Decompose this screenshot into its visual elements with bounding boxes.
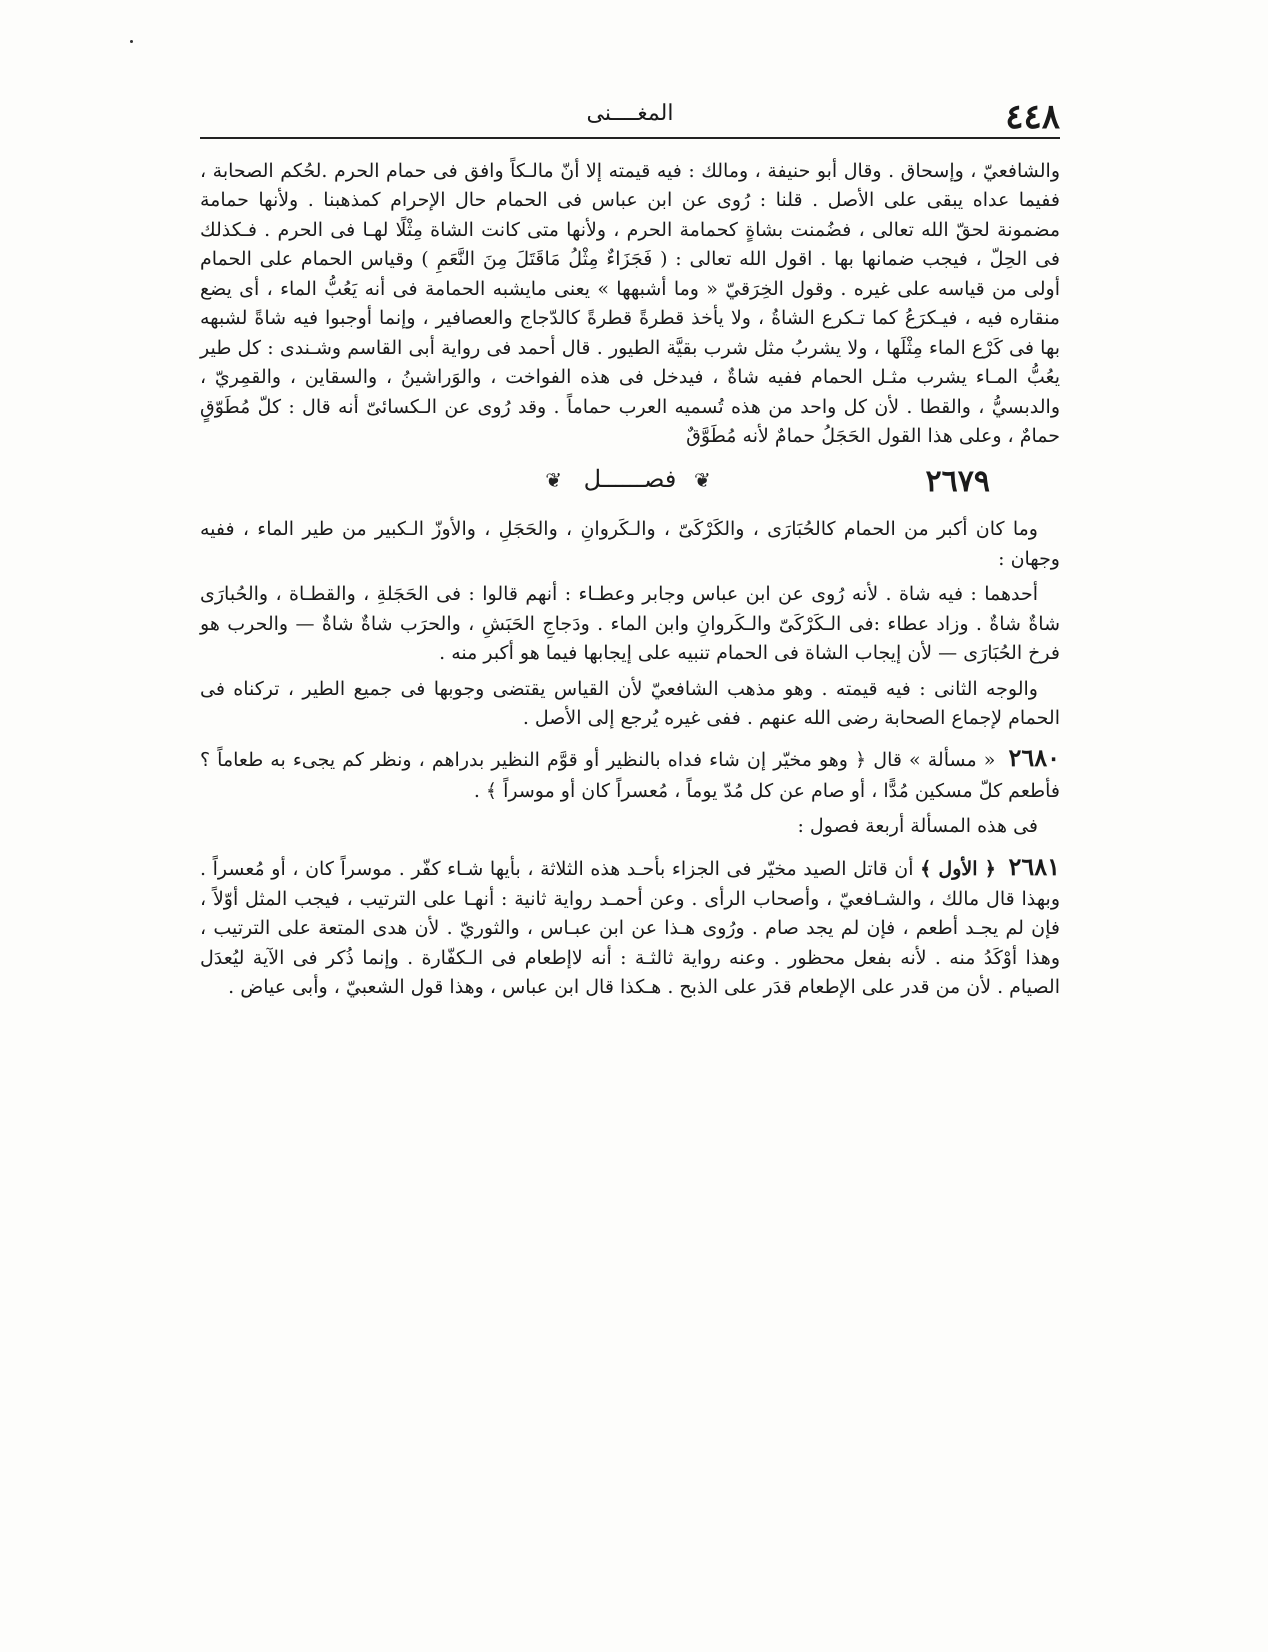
- page-number: ٤٤٨: [1005, 97, 1060, 137]
- paragraph: والشافعيّ ، وإسحاق . وقال أبو حنيفة ، ومالك : فيه قيمته إلا أنّ مالـكاً وافق فى حمام الحرم .لحُكم الصحابة ، ففيما عداه يبقى على الأصل . قلنا : رُوى عن ابن عباس فى الحمام حال الإحرام كمذهبنا . ولأنها حمامة مضمونة لحقّ الله تعالى ، فضُمنت بشاةٍ كحمامة الحرم ، ولأنها متى كانت الشاة مِثْلًا لهـا فى الحرم . فـكذلك فى الحِلّ ، فيجب ضمانها بها . اقول الله تعالى : ( فَجَزَاءٌ مِثْلُ مَاقَتَلَ مِنَ النَّعَمِ ) وقياس الحمام على الحمام أولى من قياسه على غيره . وقول الخِرَقيّ « وما أشبهها » يعنى مايشبه الحمامة فى أنه يَعُبُّ الماء ، أى يضع منقاره فيه ، فيـكرَعُ كما تـكرع الشاةُ ، ولا يأخذ قطرةً قطرةً كالدّجاج والعصافير ، وإنما أوجبوا فيه شاةً لشبهه بها فى كَرْع الماء مِثْلَها ، ولا يشربُ مثل شرب بقيَّة الطيور . قال أحمد فى رواية أبى القاسم وشـندى : كل طير يعُبُّ المـاء يشرب مثـل الحمام ففيه شاةٌ ، فيدخل فى هذه الفواخت ، والوَراشينُ ، والسقاين ، والقمِريّ ، والدبسيُّ ، والقطا . لأن كل واحد من هذه تُسميه العرب حماماً . وقد رُوى عن الـكسائىّ أنه قال : كلّ مُطَوّقٍ حمامٌ ، وعلى هذا القول الحَجَلُ حمامٌ لأنه مُطَوَّقٌ: [200, 160, 1060, 447]
- masala-number: ٢٦٨٠: [1008, 743, 1060, 773]
- section-title-wrapper: [535, 461, 724, 498]
- intro-line: فى هذه المسألة أربعة فصول :: [797, 815, 1038, 838]
- paragraph: أحدهما : فيه شاة . لأنه رُوى عن ابن عباس وجابر وعطـاء : أنهم قالوا : فى الحَجَلةِ ، والقطـاة ، والحُبارَى شاةٌ شاةٌ . وزاد عطاء :فى الـكَرْكَىّ والـكَروانِ وابن الماء . ودَجاجِ الحَبَشِ ، والحرَب شاةٌ شاةٌ — والحرب هو فرخ الحُبَارَى — لأن إيجاب الشاة فى الحمام تنبيه على إيجابها فيما هو أكبر منه .: [200, 583, 1060, 665]
- paragraph: وما كان أكبر من الحمام كالحُبَارَى ، والكَرْكَىّ ، والـكَروانِ ، والحَجَلِ ، والأوزّ الـكبير من طير الماء ، ففيه وجهان :: [200, 518, 1060, 570]
- first-section-text: أن قاتل الصيد مخيّر فى الجزاء بأحـد هذه الثلاثة ، بأيها شـاء كفّر . موسراً كان ، أو مُعسراً . وبهذا قال مالك ، والشـافعيّ ، وأصحاب الرأى . وعن أحمـد رواية ثانية : أنهـا على الترتيب ، فيجب المثل أوّلاً ، فإن لم يجـد أطعم ، فإن لم يجد صام . ورُوى هـذا عن ابن عبـاس ، والثوريّ . لأن هدى المتعة على الترتيب ، وهذا أوْكَدُ منه . لأنه بفعل محظور . وعنه رواية ثالثـة : أنه لاإطعام فى الـكفّارة . وإنما ذُكر فى الآية ليُعدَل الصيام . لأن من قدر على الإطعام قدَر على الذبح . هـكذا قال ابن عباس ، وهذا قول الشعبيّ ، وأبى عياض .: [200, 857, 1060, 998]
- first-section-number: ٢٦٨١: [1008, 851, 1061, 881]
- body-text: [200, 157, 1060, 1008]
- running-title: المغــــنى: [586, 101, 674, 126]
- masala-paragraph: [200, 739, 1060, 806]
- scan-speck: [130, 40, 133, 43]
- section-heading: [200, 455, 1060, 507]
- page-header: [200, 95, 1060, 135]
- paragraph: والوجه الثانى : فيه قيمته . وهو مذهب الشافعيّ لأن القياس يقتضى وجوبها فى جميع الطير ، تركناه فى الحمام لإجماع الصحابة رضى الله عنهم . ففى غيره يُرجع إلى الأصل .: [200, 677, 1060, 729]
- floral-ornament-icon: ❦: [693, 468, 715, 493]
- section-title: فصــــــل: [583, 465, 677, 494]
- first-section-lead: ﴿ الأول ﴾: [920, 857, 996, 880]
- header-rule: [200, 137, 1060, 139]
- masala-text: « مسألة » قال ﴿ وهو مخيّر إن شاء فداه بالنظير أو قوَّم النظير بدراهم ، ونظر كم يجىء به طعاماً ؟ فأطعم كلّ مسكين مُدًّا ، أو صام عن كل مُدّ يوماً ، مُعسراً كان أو موسراً ﴾ .: [200, 749, 1060, 802]
- floral-ornament-icon: ❦: [545, 468, 567, 493]
- first-section-paragraph: [200, 848, 1060, 1003]
- section-number: ٢٦٧٩: [925, 464, 990, 500]
